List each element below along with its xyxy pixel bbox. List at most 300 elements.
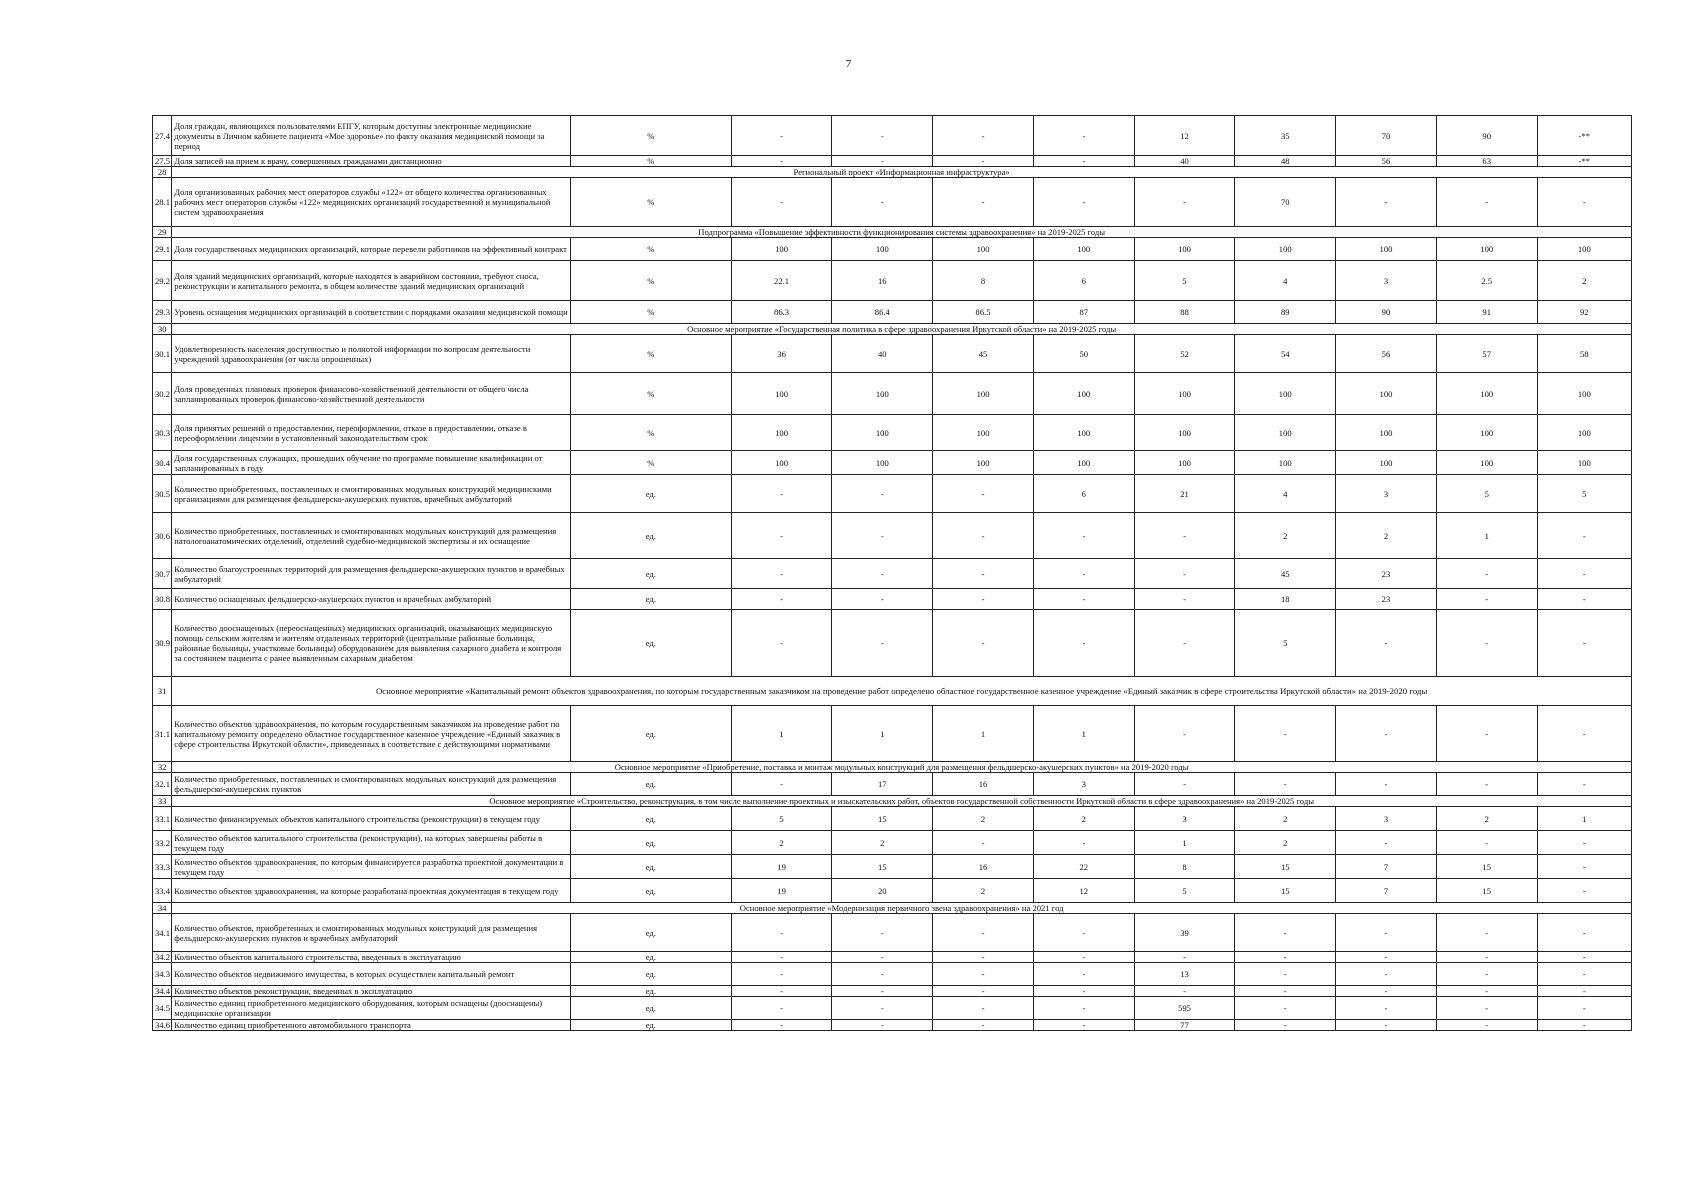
value-cell: - [1537, 914, 1631, 952]
value-cell: - [1537, 997, 1631, 1020]
indicator-name: Количество объектов, приобретенных и смонтированных модульных конструкций для размещения фельдшерско-акушерских пунктов и врачебных амбулаторий [172, 914, 571, 952]
value-cell: 100 [1336, 373, 1437, 415]
value-cell: 100 [1336, 415, 1437, 451]
unit-cell: ед. [570, 1020, 731, 1031]
value-cell: -** [1537, 116, 1631, 156]
value-cell: - [832, 914, 933, 952]
value-cell: 3 [1336, 807, 1437, 831]
value-cell: 100 [731, 415, 832, 451]
value-cell: - [832, 178, 933, 227]
value-cell: 2 [933, 879, 1034, 903]
value-cell: 100 [832, 451, 933, 475]
value-cell: - [1033, 914, 1134, 952]
unit-cell: % [570, 156, 731, 167]
indicator-name: Доля государственных медицинских организаций, которые перевели работников на эффективный контракт [172, 238, 571, 261]
value-cell: 91 [1436, 301, 1537, 324]
value-cell: - [1134, 986, 1235, 997]
value-cell: 2 [1033, 807, 1134, 831]
value-cell: 15 [1436, 855, 1537, 879]
value-cell: - [1537, 986, 1631, 997]
value-cell: - [1436, 773, 1537, 796]
table-row [153, 589, 1632, 610]
table-row [153, 807, 1632, 831]
value-cell: - [731, 610, 832, 677]
row-number: 33.4 [153, 879, 172, 903]
value-cell: 6 [1033, 261, 1134, 301]
unit-cell: ед. [570, 610, 731, 677]
unit-cell: % [570, 373, 731, 415]
unit-cell: % [570, 451, 731, 475]
value-cell: 48 [1235, 156, 1336, 167]
row-number: 34.2 [153, 952, 172, 963]
row-number: 28 [153, 167, 172, 178]
row-number: 30.5 [153, 475, 172, 513]
value-cell: - [1336, 997, 1437, 1020]
value-cell: 100 [1235, 238, 1336, 261]
value-cell: - [1134, 952, 1235, 963]
value-cell: 8 [933, 261, 1034, 301]
table-row [153, 373, 1632, 415]
value-cell: 16 [933, 855, 1034, 879]
value-cell: - [1436, 706, 1537, 762]
value-cell: 12 [1134, 116, 1235, 156]
value-cell: - [933, 1020, 1034, 1031]
indicator-name: Количество объектов реконструкции, введенных в эксплуатацию [172, 986, 571, 997]
value-cell: - [1336, 706, 1437, 762]
indicator-name: Доля государственных служащих, прошедших обучение по программе повышение квалификации от запланированных в году [172, 451, 571, 475]
section-title: Основное мероприятие «Капитальный ремонт объектов здравоохранения, по которым государственным заказчиком на проведение работ определено областное государственное казенное учреждение «Единый заказчик в сфере строительства Иркутской области» на 2019-2020 годы [172, 677, 1632, 706]
value-cell: - [1134, 513, 1235, 559]
unit-cell: ед. [570, 914, 731, 952]
indicator-name: Количество приобретенных, поставленных и смонтированных модульных конструкций для размещения фельдшерско-акушерских пунктов [172, 773, 571, 796]
value-cell: 1 [731, 706, 832, 762]
row-number: 32.1 [153, 773, 172, 796]
table-row [153, 559, 1632, 589]
value-cell: - [933, 963, 1034, 986]
value-cell: - [1436, 610, 1537, 677]
value-cell: 50 [1033, 335, 1134, 373]
value-cell: 100 [1134, 373, 1235, 415]
value-cell: - [933, 914, 1034, 952]
unit-cell: % [570, 335, 731, 373]
table-row [153, 1020, 1632, 1031]
value-cell: 2 [731, 831, 832, 855]
section-row [153, 167, 1632, 178]
value-cell: 5 [1436, 475, 1537, 513]
value-cell: - [1537, 855, 1631, 879]
indicator-name: Количество дооснащенных (переоснащенных) медицинских организаций, оказывающих медицинскую помощь сельским жителям и жителям отдаленных территорий (центральные районные больницы, районные больницы, участковые больницы) оборудованием для выявления сахарного диабета и контроля за состоянием пациента с ранее выявленным сахарным диабетом [172, 610, 571, 677]
row-number: 34 [153, 903, 172, 914]
value-cell: 100 [933, 451, 1034, 475]
value-cell: 100 [1235, 373, 1336, 415]
table-row [153, 914, 1632, 952]
value-cell: - [832, 475, 933, 513]
value-cell: - [832, 156, 933, 167]
value-cell: - [1134, 706, 1235, 762]
value-cell: - [1235, 914, 1336, 952]
value-cell: 1 [832, 706, 933, 762]
value-cell: 12 [1033, 879, 1134, 903]
value-cell: 15 [832, 855, 933, 879]
value-cell: 2 [1537, 261, 1631, 301]
section-title: Основное мероприятие «Приобретение, поставка и монтаж модульных конструкций для размещения фельдшерско-акушерских пунктов» на 2019-2020 годы [172, 762, 1632, 773]
table-row [153, 855, 1632, 879]
value-cell: - [1033, 1020, 1134, 1031]
row-number: 30.6 [153, 513, 172, 559]
row-number: 30.3 [153, 415, 172, 451]
value-cell: 86.4 [832, 301, 933, 324]
value-cell: 7 [1336, 855, 1437, 879]
value-cell: - [1336, 831, 1437, 855]
value-cell: 6 [1033, 475, 1134, 513]
value-cell: 100 [1235, 415, 1336, 451]
unit-cell: ед. [570, 475, 731, 513]
row-number: 30.7 [153, 559, 172, 589]
value-cell: - [933, 831, 1034, 855]
value-cell: - [1537, 831, 1631, 855]
value-cell: 7 [1336, 879, 1437, 903]
value-cell: 2 [1436, 807, 1537, 831]
value-cell: 45 [933, 335, 1034, 373]
value-cell: - [832, 986, 933, 997]
value-cell: - [1436, 831, 1537, 855]
row-number: 29.2 [153, 261, 172, 301]
value-cell: 90 [1336, 301, 1437, 324]
value-cell: 22 [1033, 855, 1134, 879]
row-number: 30.2 [153, 373, 172, 415]
indicator-name: Количество благоустроенных территорий для размещения фельдшерско-акушерских пунктов и врачебных амбулаторий [172, 559, 571, 589]
value-cell: 1 [1134, 831, 1235, 855]
value-cell: 100 [933, 415, 1034, 451]
indicator-name: Количество объектов капитального строительства, введенных в эксплуатацию [172, 952, 571, 963]
unit-cell: ед. [570, 559, 731, 589]
value-cell: 2 [832, 831, 933, 855]
value-cell: 5 [731, 807, 832, 831]
table-row [153, 513, 1632, 559]
row-number: 29.3 [153, 301, 172, 324]
table-row [153, 156, 1632, 167]
table-row [153, 986, 1632, 997]
table-row [153, 415, 1632, 451]
value-cell: - [1436, 997, 1537, 1020]
value-cell: - [1033, 997, 1134, 1020]
value-cell: - [933, 156, 1034, 167]
table-row [153, 963, 1632, 986]
indicator-name: Количество объектов капитального строительства (реконструкции), на которых завершены работы в текущем году [172, 831, 571, 855]
value-cell: 15 [1436, 879, 1537, 903]
value-cell: - [731, 475, 832, 513]
value-cell: - [1537, 610, 1631, 677]
value-cell: - [1235, 773, 1336, 796]
value-cell: 3 [1336, 261, 1437, 301]
value-cell: - [1537, 513, 1631, 559]
row-number: 29 [153, 227, 172, 238]
value-cell: - [1537, 178, 1631, 227]
unit-cell: ед. [570, 952, 731, 963]
row-number: 34.1 [153, 914, 172, 952]
page-number: 7 [845, 58, 852, 70]
value-cell: 100 [1436, 451, 1537, 475]
value-cell: - [832, 589, 933, 610]
value-cell: - [1033, 589, 1134, 610]
indicator-name: Доля принятых решений о предоставлении, переоформлении, отказе в предоставлении, отказе в переоформлении лицензии в установленный законодательством срок [172, 415, 571, 451]
value-cell: 56 [1336, 156, 1437, 167]
row-number: 33.2 [153, 831, 172, 855]
value-cell: 100 [832, 238, 933, 261]
value-cell: 20 [832, 879, 933, 903]
value-cell: 100 [1033, 373, 1134, 415]
unit-cell: % [570, 116, 731, 156]
value-cell: - [933, 589, 1034, 610]
unit-cell: ед. [570, 879, 731, 903]
value-cell: 19 [731, 879, 832, 903]
value-cell: 70 [1235, 178, 1336, 227]
value-cell: - [1336, 914, 1437, 952]
value-cell: - [1033, 116, 1134, 156]
value-cell: - [1336, 1020, 1437, 1031]
section-title: Подпрограмма «Повышение эффективности функционирования системы здравоохранения» на 2019-2025 годы [172, 227, 1632, 238]
value-cell: - [933, 116, 1034, 156]
table-row [153, 879, 1632, 903]
row-number: 34.6 [153, 1020, 172, 1031]
value-cell: 86.5 [933, 301, 1034, 324]
value-cell: - [1134, 559, 1235, 589]
value-cell: 100 [1336, 238, 1437, 261]
value-cell: 23 [1336, 559, 1437, 589]
value-cell: 100 [1537, 451, 1631, 475]
value-cell: 77 [1134, 1020, 1235, 1031]
value-cell: 100 [1436, 238, 1537, 261]
value-cell: - [731, 997, 832, 1020]
value-cell: - [832, 559, 933, 589]
indicator-name: Количество объектов здравоохранения, по которым государственным заказчиком на проведение работ по капитальному ремонту определено областное государственное казенное учреждение «Единый заказчик в сфере строительства Иркутской области», приведенных в соответствие с действующими нормативами [172, 706, 571, 762]
row-number: 28.1 [153, 178, 172, 227]
value-cell: 15 [832, 807, 933, 831]
table-row [153, 451, 1632, 475]
value-cell: - [1033, 986, 1134, 997]
table-row [153, 952, 1632, 963]
value-cell: 52 [1134, 335, 1235, 373]
value-cell: 2 [1235, 513, 1336, 559]
indicator-name: Количество приобретенных, поставленных и смонтированных модульных конструкций для размещения патологоанатомических отделений, отделений судебно-медицинской экспертизы и их оснащение [172, 513, 571, 559]
value-cell: 2 [1235, 807, 1336, 831]
indicator-name: Количество оснащенных фельдшерско-акушерских пунктов и врачебных амбулаторий [172, 589, 571, 610]
value-cell: - [1436, 589, 1537, 610]
value-cell: - [1134, 178, 1235, 227]
unit-cell: ед. [570, 997, 731, 1020]
value-cell: - [832, 610, 933, 677]
section-title: Основное мероприятие «Государственная политика в сфере здравоохранения Иркутской области» на 2019-2025 годы [172, 324, 1632, 335]
value-cell: - [731, 952, 832, 963]
indicator-name: Доля зданий медицинских организаций, которые находятся в аварийном состоянии, требуют сноса, реконструкции и капитального ремонта, в общем количестве зданий медицинских организаций [172, 261, 571, 301]
indicator-name: Количество объектов здравоохранения, на которые разработана проектная документация в текущем году [172, 879, 571, 903]
value-cell: 4 [1235, 475, 1336, 513]
value-cell: 2.5 [1436, 261, 1537, 301]
value-cell: 88 [1134, 301, 1235, 324]
table-row [153, 116, 1632, 156]
value-cell: 100 [1134, 415, 1235, 451]
value-cell: 2 [1336, 513, 1437, 559]
value-cell: 92 [1537, 301, 1631, 324]
value-cell: 22.1 [731, 261, 832, 301]
indicator-name: Уровень оснащения медицинских организаций в соответствии с порядками оказания медицинской помощи [172, 301, 571, 324]
value-cell: 18 [1235, 589, 1336, 610]
value-cell: - [1235, 986, 1336, 997]
value-cell: - [1436, 914, 1537, 952]
value-cell: - [1134, 610, 1235, 677]
value-cell: - [1033, 559, 1134, 589]
value-cell: 100 [832, 373, 933, 415]
value-cell: 100 [1033, 238, 1134, 261]
value-cell: - [731, 116, 832, 156]
value-cell: 87 [1033, 301, 1134, 324]
value-cell: 100 [1033, 451, 1134, 475]
value-cell: 19 [731, 855, 832, 879]
value-cell: 5 [1134, 261, 1235, 301]
value-cell: 595 [1134, 997, 1235, 1020]
indicator-name: Доля проведенных плановых проверок финансово-хозяйственной деятельности от общего числа запланированных проверок финансово-хозяйственной деятельности [172, 373, 571, 415]
unit-cell: ед. [570, 706, 731, 762]
unit-cell: ед. [570, 963, 731, 986]
value-cell: 100 [1436, 415, 1537, 451]
value-cell: - [832, 1020, 933, 1031]
value-cell: 100 [731, 373, 832, 415]
indicator-name: Количество объектов недвижимого имущества, в которых осуществлен капитальный ремонт [172, 963, 571, 986]
value-cell: 1 [1033, 706, 1134, 762]
value-cell: - [1336, 178, 1437, 227]
value-cell: - [1537, 963, 1631, 986]
value-cell: 39 [1134, 914, 1235, 952]
value-cell: 90 [1436, 116, 1537, 156]
value-cell: - [1235, 1020, 1336, 1031]
unit-cell: % [570, 301, 731, 324]
value-cell: - [1235, 963, 1336, 986]
value-cell: 5 [1537, 475, 1631, 513]
value-cell: - [1436, 178, 1537, 227]
value-cell: - [1537, 589, 1631, 610]
value-cell: 15 [1235, 879, 1336, 903]
indicator-name: Удовлетворенность населения доступностью и полнотой информации по вопросам деятельности учреждений здравоохранения (от числа опрошенных) [172, 335, 571, 373]
value-cell: - [1537, 773, 1631, 796]
value-cell: 8 [1134, 855, 1235, 879]
row-number: 33.3 [153, 855, 172, 879]
value-cell: 89 [1235, 301, 1336, 324]
row-number: 29.1 [153, 238, 172, 261]
value-cell: - [1336, 986, 1437, 997]
indicator-name: Количество объектов здравоохранения, по которым финансируется разработка проектной документации в текущем году [172, 855, 571, 879]
row-number: 27.5 [153, 156, 172, 167]
value-cell: - [832, 513, 933, 559]
value-cell: 100 [731, 451, 832, 475]
value-cell: - [933, 513, 1034, 559]
table-row [153, 831, 1632, 855]
value-cell: - [1336, 952, 1437, 963]
value-cell: - [832, 952, 933, 963]
value-cell: - [731, 963, 832, 986]
table-row [153, 261, 1632, 301]
row-number: 32 [153, 762, 172, 773]
value-cell: - [1336, 963, 1437, 986]
section-title: Региональный проект «Информационная инфраструктура» [172, 167, 1632, 178]
value-cell: - [933, 986, 1034, 997]
value-cell: 21 [1134, 475, 1235, 513]
section-row [153, 677, 1632, 706]
value-cell: - [1537, 1020, 1631, 1031]
value-cell: - [933, 559, 1034, 589]
indicator-name: Доля граждан, являющихся пользователями ЕПГУ, которым доступны электронные медицинские документы в Личном кабинете пациента «Мое здоровье» по факту оказания медицинской помощи за период [172, 116, 571, 156]
value-cell: 100 [1033, 415, 1134, 451]
value-cell: - [1436, 963, 1537, 986]
section-title: Основное мероприятие «Модернизация первичного звена здравоохранения» на 2021 год [172, 903, 1632, 914]
row-number: 31.1 [153, 706, 172, 762]
value-cell: - [1134, 589, 1235, 610]
value-cell: 5 [1134, 879, 1235, 903]
value-cell: - [933, 610, 1034, 677]
indicators-table-body [153, 116, 1632, 1031]
row-number: 33.1 [153, 807, 172, 831]
value-cell: - [1537, 952, 1631, 963]
value-cell: - [731, 1020, 832, 1031]
value-cell: - [731, 986, 832, 997]
value-cell: 1 [1436, 513, 1537, 559]
value-cell: 2 [933, 807, 1034, 831]
row-number: 30.9 [153, 610, 172, 677]
value-cell: - [933, 475, 1034, 513]
value-cell: 63 [1436, 156, 1537, 167]
value-cell: - [1033, 178, 1134, 227]
value-cell: 100 [1537, 238, 1631, 261]
value-cell: - [1033, 952, 1134, 963]
unit-cell: ед. [570, 986, 731, 997]
unit-cell: % [570, 415, 731, 451]
table-row [153, 301, 1632, 324]
value-cell: 100 [1134, 238, 1235, 261]
value-cell: 100 [1436, 373, 1537, 415]
unit-cell: % [570, 261, 731, 301]
section-row [153, 762, 1632, 773]
value-cell: 40 [1134, 156, 1235, 167]
value-cell: 100 [1336, 451, 1437, 475]
table-row [153, 475, 1632, 513]
unit-cell: ед. [570, 589, 731, 610]
value-cell: 100 [731, 238, 832, 261]
value-cell: - [1235, 997, 1336, 1020]
value-cell: - [1336, 773, 1437, 796]
value-cell: 13 [1134, 963, 1235, 986]
value-cell: 15 [1235, 855, 1336, 879]
value-cell: 86.3 [731, 301, 832, 324]
value-cell: 100 [832, 415, 933, 451]
value-cell: 5 [1235, 610, 1336, 677]
value-cell: 54 [1235, 335, 1336, 373]
value-cell: 36 [731, 335, 832, 373]
value-cell: 16 [832, 261, 933, 301]
table-row [153, 706, 1632, 762]
value-cell: 16 [933, 773, 1034, 796]
value-cell: 23 [1336, 589, 1437, 610]
row-number: 34.4 [153, 986, 172, 997]
table-row [153, 178, 1632, 227]
value-cell: 1 [933, 706, 1034, 762]
unit-cell: ед. [570, 773, 731, 796]
value-cell: - [1537, 706, 1631, 762]
value-cell: - [1235, 706, 1336, 762]
row-number: 30.4 [153, 451, 172, 475]
value-cell: 100 [933, 373, 1034, 415]
indicator-name: Количество единиц приобретенного автомобильного транспорта [172, 1020, 571, 1031]
row-number: 34.5 [153, 997, 172, 1020]
value-cell: - [1033, 610, 1134, 677]
